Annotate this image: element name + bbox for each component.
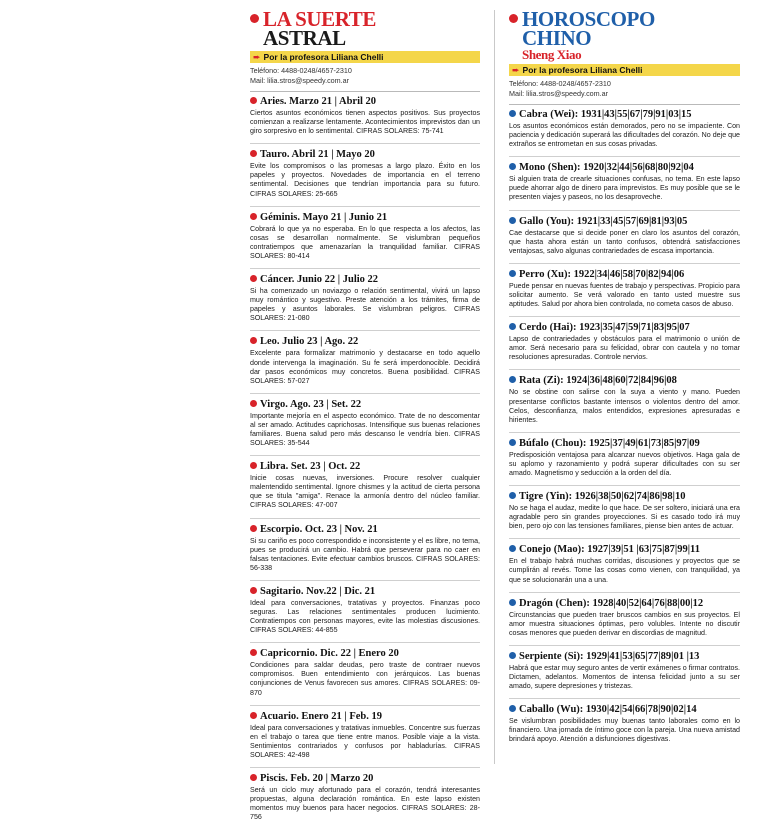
entry-body: Inicie cosas nuevas, inversiones. Procure resolver cualquier malentendido sentimental. Ignore chismes y la actitud de cierta persona que se titula "amiga". Renace la armonía dentro del núcleo familiar. CIFRAS SOLARES: 47-007 xyxy=(250,474,480,510)
entry-header xyxy=(250,336,480,347)
divider xyxy=(250,642,480,643)
list-item xyxy=(250,96,480,136)
entry-body: Ideal para conversaciones y tratativas inmuebles. Concentre sus fuerzas en el trabajo o tarea que tiene entre manos. Posible viaje a la vista. Sentimientos contrariados y confusos por habladurías. CIFRAS SOLARES: 42-498 xyxy=(250,723,480,759)
bullet-icon xyxy=(509,270,516,277)
entry-body: Excelente para formalizar matrimonio y destacarse en todo aquello donde intervenga la imaginación. Su fe será imperdonocible. Decidirá dar pasos económicos muy concretos. Buena posibilidad. CIFRAS SOLARES: 57-027 xyxy=(250,349,480,385)
entry-title: Virgo. Ago. 23 | Set. 22 xyxy=(260,398,362,410)
entry-title: Capricornio. Dic. 22 | Enero 20 xyxy=(260,648,399,660)
entry-title: Tauro. Abril 21 | Mayo 20 xyxy=(260,149,375,161)
entry-body: En el trabajo habrá muchas corridas, discusiones y proyectos que se cumplirán al revés. Tome las cosas como vienen, con tranquilidad, ya que se solucionarán una a una. xyxy=(509,557,740,584)
bullet-icon xyxy=(250,400,257,407)
entry-body: Evite los compromisos o las promesas a largo plazo. Éxito en los papeles y proyectos. Novedades de importancia en el terreno sentimental. Decisiones que tendrían importancia para su futuro. CIFRAS SOLARES: 25-665 xyxy=(250,162,480,198)
bullet-icon xyxy=(250,337,257,344)
divider xyxy=(509,698,740,699)
entry-title: Mono (Shen): 1920|32|44|56|68|80|92|04 xyxy=(519,162,694,174)
red-bullet-icon xyxy=(250,14,259,23)
divider xyxy=(509,263,740,264)
entry-title: Cerdo (Hai): 1923|35|47|59|71|83|95|07 xyxy=(519,322,690,334)
entry-body: Ciertos asuntos económicos tienen aspectos positivos. Sus proyectos comienzan a realizarse lentamente. Acontecimientos imprevistos dan un giro sorpresivo en lo sentimental. CIFRAS SOLARES: 75-741 xyxy=(250,109,480,136)
list-item xyxy=(509,704,740,744)
list-item xyxy=(509,322,740,362)
entry-title: Caballo (Wu): 1930|42|54|66|78|90|02|14 xyxy=(519,704,697,716)
bullet-icon xyxy=(250,712,257,719)
entry-title: Cabra (Wei): 1931|43|55|67|79|91|03|15 xyxy=(519,109,692,120)
entry-title: Cáncer. Junio 22 | Julio 22 xyxy=(260,274,379,286)
list-item xyxy=(509,438,740,478)
divider xyxy=(250,91,480,92)
entry-header xyxy=(509,109,740,120)
list-item xyxy=(509,544,740,584)
divider xyxy=(250,143,480,144)
entry-header xyxy=(509,216,740,227)
bullet-icon xyxy=(509,110,516,117)
entry-body: Lapso de contrariedades y obstáculos para el matrimonio o unión de amor. Será necesario para su felicidad, obrar con cautela y no tomar resoluciones apresuradas. Controle nervios. xyxy=(509,335,740,362)
divider xyxy=(509,538,740,539)
list-item xyxy=(509,375,740,424)
entry-header xyxy=(250,773,480,784)
entry-body: Si alguien trata de crearle situaciones confusas, no tema. En este lapso puede ahorrar algo de dinero para imprevistos. Es muy posible que se le presenten viajes y paseos, no los desaproveche. xyxy=(509,175,740,202)
entry-header xyxy=(509,269,740,280)
divider xyxy=(250,393,480,394)
entry-body: Puede pensar en nuevas fuentes de trabajo y perspectivas. Propicio para solicitar aumento. Se verá valorado en tanto usted muestre sus aptitudes. Salud por ahora bien controlada, no cometa casos de abuso. xyxy=(509,281,740,309)
masthead-la-suerte-astral xyxy=(250,7,480,50)
column-la-suerte-astral xyxy=(250,7,495,822)
divider xyxy=(250,705,480,706)
masthead-line1: LA SUERTE xyxy=(263,7,376,31)
bullet-icon xyxy=(250,587,257,594)
list-item xyxy=(250,336,480,385)
entry-header xyxy=(250,96,480,107)
list-item xyxy=(509,269,740,309)
divider xyxy=(250,206,480,207)
arrow-icon: ➨ xyxy=(253,51,261,62)
bullet-icon xyxy=(250,525,257,532)
divider xyxy=(250,330,480,331)
bullet-icon xyxy=(250,774,257,781)
entry-title: Búfalo (Chou): 1925|37|49|61|73|85|97|09 xyxy=(519,437,700,449)
entry-body: Será un ciclo muy afortunado para el corazón, tendrá interesantes propuestas, alguna declaración romántica. En este lapso existen momentos muy buenos para hacer negocios. CIFRAS SOLARES: 28-756 xyxy=(250,786,480,822)
entry-body: Cobrará lo que ya no esperaba. En lo que respecta a los afectos, las cosas se desarrollan normalmente. Se vislumbran pequeños contratiempos que amenazarían la tranquilidad familiar. CIFRAS SOLARES: 80-414 xyxy=(250,224,480,260)
divider xyxy=(509,432,740,433)
list-item xyxy=(509,216,740,256)
list-item xyxy=(250,212,480,261)
list-item xyxy=(250,461,480,510)
bullet-icon xyxy=(509,705,516,712)
divider xyxy=(509,156,740,157)
entry-title: Aries. Marzo 21 | Abril 20 xyxy=(260,96,377,107)
list-item xyxy=(250,274,480,323)
phone-line: Teléfono: 4488-0248/4657-2310 xyxy=(250,66,352,75)
red-bullet-icon xyxy=(509,14,518,23)
entry-title: Tigre (Yin): 1926|38|50|62|74|86|98|10 xyxy=(519,491,686,503)
entry-body: Los asuntos económicos están demorados, pero no se impaciente. Con paciencia y dedicación superará las dificultades del corazón. No deje que extraños se entrometan en sus cosas privadas. xyxy=(509,122,740,149)
divider xyxy=(250,767,480,768)
entry-title: Conejo (Mao): 1927|39|51 |63|75|87|99|11 xyxy=(519,544,700,556)
entry-header xyxy=(250,212,480,223)
entry-title: Serpiente (Si): 1929|41|53|65|77|89|01 |13 xyxy=(519,650,700,662)
entry-body: No se haga el audaz, medite lo que hace. De ser soltero, iniciará una era agradable pero sin grandes proyecciones. Si es casado todo irá muy bien, pero ojo con las tensiones familiares, piense bien antes de actuar. xyxy=(509,504,740,531)
entry-body: Si su cariño es poco correspondido e inconsistente y el es libre, no tema, pues se producirá un cambio. Habrá que perseverar para no caer en falsas tentaciones. Evite efectuar cambios bruscos. CIFRAS SOLARES: 56-338 xyxy=(250,536,480,572)
entry-header xyxy=(250,524,480,535)
bullet-icon xyxy=(509,439,516,446)
column-horoscopo-chino xyxy=(495,7,740,764)
columns-container xyxy=(250,7,750,822)
list-item xyxy=(509,598,740,638)
masthead-title xyxy=(263,7,376,50)
entry-header xyxy=(250,399,480,410)
list-item xyxy=(250,711,480,760)
entry-title: Gallo (You): 1921|33|45|57|69|81|93|05 xyxy=(519,215,688,227)
bullet-icon xyxy=(509,599,516,606)
entry-title: Leo. Julio 23 | Ago. 22 xyxy=(260,336,359,348)
divider xyxy=(250,580,480,581)
entry-body: Circunstancias que pueden traer bruscos cambios en sus proyectos. El amor muestra situaciones óptimas, pero volubles. Intente no discutir cosas menores que pueden derivar en discordias de magnitud. xyxy=(509,610,740,637)
list-item xyxy=(250,399,480,448)
list-item xyxy=(509,109,740,149)
list-item xyxy=(250,524,480,573)
entry-body: Condiciones para saldar deudas, pero traste de contraer nuevos compromisos. Buen entendimiento con jerárquicos. Las buenas conjunciones de Venus favorecen sus amores. CIFRAS SOLARES: 09-870 xyxy=(250,661,480,697)
divider xyxy=(509,485,740,486)
entry-title: Libra. Set. 23 | Oct. 22 xyxy=(260,461,361,473)
entry-header xyxy=(509,704,740,715)
entry-header xyxy=(509,491,740,502)
bullet-icon xyxy=(509,492,516,499)
entry-header xyxy=(509,438,740,449)
entry-header xyxy=(509,651,740,662)
entry-title: Sagitario. Nov.22 | Dic. 21 xyxy=(260,585,376,597)
byline-band-left xyxy=(250,51,480,63)
bullet-icon xyxy=(509,217,516,224)
masthead-subtitle: Sheng Xiao xyxy=(522,47,582,62)
entry-title: Escorpio. Oct. 23 | Nov. 21 xyxy=(260,523,378,535)
bullet-icon xyxy=(509,323,516,330)
entry-header xyxy=(250,461,480,472)
bullet-icon xyxy=(509,545,516,552)
entry-title: Piscis. Feb. 20 | Marzo 20 xyxy=(260,773,374,785)
bullet-icon xyxy=(250,97,257,104)
entry-title: Géminis. Mayo 21 | Junio 21 xyxy=(260,211,388,223)
entry-body: Ideal para conversaciones, tratativas y proyectos. Finanzas poco seguras. Las relaciones sentimentales producen lucimiento. Contratiempos con personas mayores, evite las molestias discusiones. CIFRAS SOLARES: 44-855 xyxy=(250,598,480,635)
divider xyxy=(509,645,740,646)
masthead-title xyxy=(522,7,655,62)
masthead-horoscopo-chino xyxy=(509,7,740,62)
divider xyxy=(509,210,740,211)
byline-text: Por la profesora Liliana Chelli xyxy=(522,65,643,75)
masthead-line2: CHINO xyxy=(522,26,592,50)
byline-text: Por la profesora Liliana Chelli xyxy=(263,52,384,62)
contact-info-right xyxy=(509,79,740,98)
masthead-line2: ASTRAL xyxy=(263,26,346,50)
entry-header xyxy=(250,648,480,659)
bullet-icon xyxy=(509,163,516,170)
divider xyxy=(509,369,740,370)
entry-header xyxy=(509,598,740,609)
entry-body: Si ha comenzado un noviazgo o relación sentimental, vivirá un lapso muy romántico y sugestivo. Preste atención a los trámites, firma de papeles y asuntos laborales. Se vislumbran peligros. CIFRAS SOLARES: 21-080 xyxy=(250,287,480,323)
divider xyxy=(509,316,740,317)
entry-body: Importante mejoría en el aspecto económico. Trate de no descomentar al ser amado. Actitudes caprichosas. Intensifique sus buenas relaciones familiares. Buena salud pero más descanso le vendría bien. CIFRAS SOLARES: 35-544 xyxy=(250,411,480,448)
entry-header xyxy=(250,149,480,160)
entry-title: Acuario. Enero 21 | Feb. 19 xyxy=(260,710,382,722)
entry-body: Cae destacarse que si decide poner en claro los asuntos del corazón, que hasta ahora están un tanto confusos, obtendrá satisfacciones ventajosas, salvo algunas contrariedades de escasa importancia. xyxy=(509,228,740,255)
entry-body: Habrá que estar muy seguro antes de vertir exámenes o firmar contratos. Dictamen, adelantos. Momentos de intensa felicidad junto a su ser amado, supere depresiones y tristezas. xyxy=(509,663,740,691)
mail-line: Mail: lilia.stros@speedy.com.ar xyxy=(509,88,609,98)
divider xyxy=(250,268,480,269)
divider xyxy=(509,104,740,105)
entry-header xyxy=(509,322,740,333)
entry-title: Perro (Xu): 1922|34|46|58|70|82|94|06 xyxy=(519,268,685,280)
list-item xyxy=(250,773,480,822)
list-item xyxy=(509,651,740,691)
entry-title: Dragón (Chen): 1928|40|52|64|76|88|00|12 xyxy=(519,597,704,609)
bullet-icon xyxy=(509,376,516,383)
bullet-icon xyxy=(509,652,516,659)
bullet-icon xyxy=(250,275,257,282)
bullet-icon xyxy=(250,462,257,469)
bullet-icon xyxy=(250,213,257,220)
divider xyxy=(509,592,740,593)
arrow-icon: ➨ xyxy=(512,64,520,75)
bullet-icon xyxy=(250,150,257,157)
entry-header xyxy=(509,162,740,173)
list-item xyxy=(250,149,480,198)
list-item xyxy=(250,648,480,697)
entry-body: Se vislumbran posibilidades muy buenas tanto laborales como en lo financiero. Una jornada de íntimo goce con la pareja. Una nueva amistad brindará apoyo. Atención a disfunciones digestivas. xyxy=(509,717,740,744)
entry-header xyxy=(509,544,740,555)
list-item xyxy=(250,586,480,635)
masthead-line1: HOROSCOPO xyxy=(522,7,655,31)
bullet-icon xyxy=(250,649,257,656)
byline-band-right xyxy=(509,64,740,76)
entry-header xyxy=(250,711,480,722)
entry-body: Predisposición ventajosa para alcanzar nuevos objetivos. Haga gala de su aplomo y razonamiento y podrá superar dificultades con su ser amado. Magnetismo y seducción a la orden del día. xyxy=(509,450,740,477)
entry-header xyxy=(250,586,480,597)
contact-info-left xyxy=(250,66,480,85)
mail-line: Mail: lilia.stros@speedy.com.ar xyxy=(250,75,350,85)
list-item xyxy=(509,491,740,531)
phone-line: Teléfono: 4488-0248/4657-2310 xyxy=(509,79,611,88)
entry-body: No se obstine con salirse con la suya a viento y mano. Pueden presentarse conflictos bastante intensos o violentos dentro del amor. Celos, desconfianza, malos entendidos, expresiones apresuradas e hirientes. xyxy=(509,388,740,424)
entry-header xyxy=(250,274,480,285)
entry-header xyxy=(509,375,740,386)
divider xyxy=(250,518,480,519)
entry-title: Rata (Zi): 1924|36|48|60|72|84|96|08 xyxy=(519,375,677,387)
divider xyxy=(250,455,480,456)
list-item xyxy=(509,162,740,202)
